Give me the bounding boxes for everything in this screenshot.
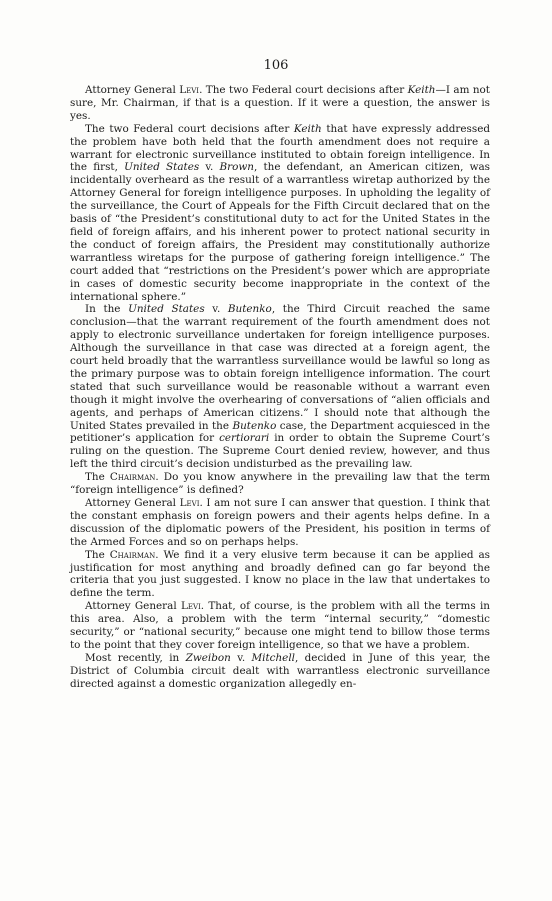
paragraph bbox=[70, 652, 490, 691]
speaker-name: Chairman bbox=[109, 548, 156, 561]
text-run: v. bbox=[230, 651, 252, 664]
text-run: . The two Federal court decisions after bbox=[199, 84, 408, 96]
text-run: , the defendant, an American citizen, was incidentally overheard as the result of a warrantless wiretap authorized by the Attorney General for foreign intelligence purposes. In upholding the legality of the surveillance, the Court of Appeals for the Fifth Circuit declared that on the basis of “the President’s constitutional duty to act for the United States in the field of foreign affairs, and his inherent power to protect national security in the conduct of foreign affairs, the President may constitutionally authorize warrantless wiretaps for the purpose of gathering foreign intelligence.” The court added that “restrictions on the President’s power which are appropriate in cases of domestic security become inappropriate in the context of the international sphere.” bbox=[70, 161, 491, 303]
body-text bbox=[70, 84, 490, 691]
text-run: . We find it a very elusive term because it can be applied as justification for most anything and broadly defined can go far beyond the criteria that you just suggested. I know no place in the law that undertakes to define the term. bbox=[70, 548, 490, 600]
text-run: v. bbox=[204, 303, 228, 316]
italic-text: certiorari bbox=[219, 432, 270, 445]
text-run: Most recently, in bbox=[85, 651, 186, 664]
speaker-name: Chairman bbox=[109, 471, 156, 484]
text-run: that have expressly addressed the problem have both held that the fourth amendment does not require a warrant for electronic surveillance instituted to obtain foreign intelligence. In the first, bbox=[70, 122, 490, 174]
text-run: Attorney General bbox=[85, 84, 180, 96]
paragraph bbox=[70, 84, 490, 123]
paragraph bbox=[70, 600, 490, 652]
italic-text: Keith bbox=[293, 122, 322, 135]
italic-text: Brown bbox=[219, 161, 254, 174]
speaker-name: Levi bbox=[179, 497, 200, 509]
text-run: Attorney General bbox=[85, 497, 180, 509]
text-run: In the bbox=[85, 303, 129, 316]
paragraph bbox=[70, 471, 490, 497]
text-run: , the Third Circuit reached the same conclusion—that the warrant requirement of the fourth amendment does not apply to electronic surveillance undertaken for foreign intelligence purposes. Although the surveillance in that case was directed at a foreign agent, the court held broadly that the warrantless surveillance would be lawful so long as the primary purpose was to obtain foreign intelligence information. The court stated that such surveillance would be reasonable without a warrant even though it might involve the overhearing of conversations of “alien officials and agents, and perhaps of American citizens.” I should note that although the United States prevailed in the bbox=[70, 303, 491, 432]
text-run: , decided in June of this year, the District of Columbia circuit dealt with warrantless electronic surveillance directed against a domestic organization allegedly en- bbox=[70, 651, 491, 690]
text-run: in order to obtain the Supreme Court’s ruling on the question. The Supreme Court denied review, however, and thus left the third circuit’s decision undisturbed as the prevailing law. bbox=[70, 432, 490, 471]
text-run: The two Federal court decisions after bbox=[85, 122, 294, 135]
paragraph bbox=[70, 497, 490, 549]
text-run: case, the Department acquiesced in the petitioner’s application for bbox=[70, 419, 490, 445]
italic-text: Zweibon bbox=[185, 651, 231, 664]
text-run: . That, of course, is the problem with all the terms in this area. Also, a problem with the term “internal security,” “domestic security,” or “national security,” because one might tend to billow those terms to the point that they cover foreign intelligence, so that we have a problem. bbox=[70, 600, 490, 651]
paragraph bbox=[70, 549, 490, 601]
italic-text: Mitchell bbox=[251, 651, 295, 664]
text-run: The bbox=[85, 548, 110, 561]
text-run: Attorney General bbox=[85, 600, 181, 613]
speaker-name: Levi bbox=[179, 84, 200, 96]
text-run: v. bbox=[199, 161, 220, 174]
text-run: The bbox=[85, 471, 110, 484]
italic-text: United States bbox=[124, 161, 200, 174]
italic-text: Butenko bbox=[227, 303, 272, 316]
text-run: —I am not sure, Mr. Chairman, if that is a question. If it were a question, the answer is yes. bbox=[70, 84, 490, 122]
italic-text: United States bbox=[128, 303, 205, 316]
text-run: . I am not sure I can answer that question. I think that the constant emphasis on foreign powers and their agents helps define. In a discussion of the diplomatic powers of the President, his position in terms of the Armed Forces and so on perhaps helps. bbox=[70, 497, 490, 548]
speaker-name: Levi bbox=[180, 600, 201, 613]
paragraph bbox=[70, 303, 490, 471]
italic-text: Keith bbox=[407, 84, 436, 96]
text-run: . Do you know anywhere in the prevailing law that the term “foreign intelligence” is defined? bbox=[70, 471, 491, 497]
paragraph bbox=[70, 123, 490, 304]
page-number: 106 bbox=[263, 58, 289, 73]
italic-text: Butenko bbox=[232, 419, 277, 432]
